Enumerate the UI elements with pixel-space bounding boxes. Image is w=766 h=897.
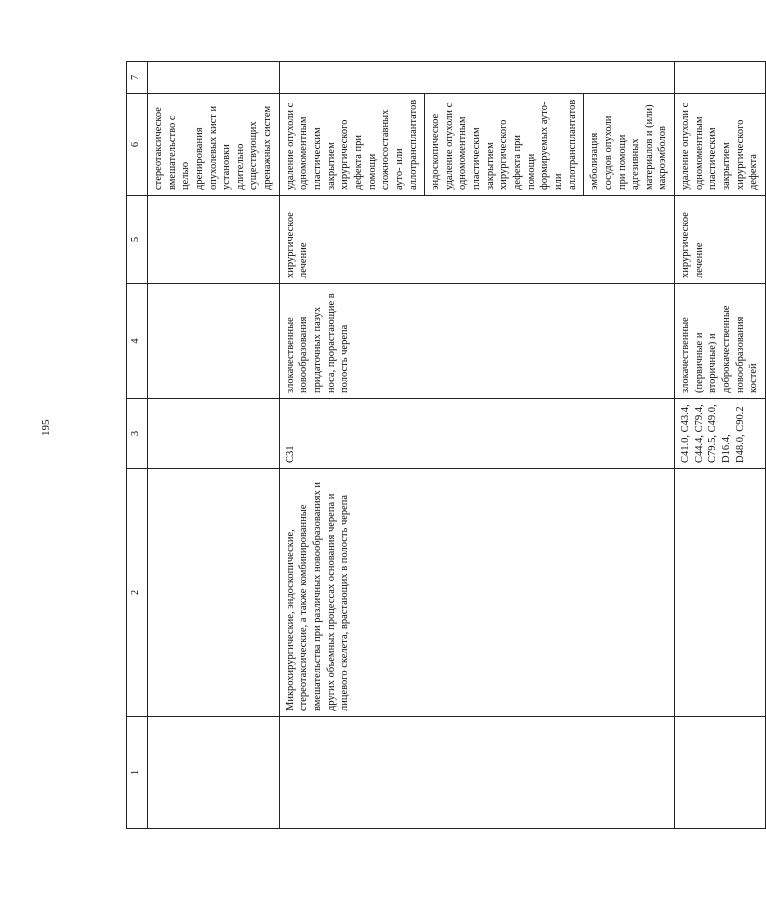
regulation-table [56, 0, 760, 897]
table-cell [148, 196, 280, 284]
table-cell [148, 469, 280, 717]
table-cell [279, 62, 674, 94]
diagnosis-cell: злокачественные (первичные и вторичные) и доброкачественные новообразования костей [675, 284, 766, 399]
table-cell [675, 717, 766, 829]
icd-code-cell: C41.0, C43.4, C44.4, C79.4, C79.5, C49.0, D16.4, D48.0, C90.2 [675, 399, 766, 469]
table-cell [148, 62, 280, 94]
column-number-row [127, 62, 148, 829]
page-number: 195 [40, 419, 52, 436]
table-cell [148, 399, 280, 469]
treatment-type-cell: хирургическое лечение [675, 196, 766, 284]
method-cell [279, 94, 674, 196]
method-entry: эндоскопическое удаление опухоли с одномоментным пластическим закрытием хирургического дефекта при помощи формируемых ауто- или аллотрансплантатов [425, 94, 584, 195]
column-number: 5 [127, 196, 148, 284]
care-type-cell: Микрохирургические, эндоскопические, стереотаксические, а также комбинированные вмешательства при различных новообразованиях и других объемных процессах основания черепа и лицевого скелета, врастающих в полость черепа [279, 469, 674, 717]
table-cell [675, 62, 766, 94]
treatment-type-cell: хирургическое лечение [279, 196, 674, 284]
table-row [675, 62, 766, 829]
table-row [279, 62, 674, 829]
method-entry: удаление опухоли с одномоментным пластическим закрытием хирургического дефекта при помощи сложносоставных ауто- или аллотрансплантатов [280, 94, 425, 195]
table-cell [148, 284, 280, 399]
table-cell [279, 717, 674, 829]
method-cell: стереотаксическое вмешательство с целью дренирования опухолевых кист и установки длительно существующих дренажных систем [148, 94, 280, 196]
diagnosis-cell: злокачественные новообразования придаточных пазух носа, прорастающие в полость черепа [279, 284, 674, 399]
table-row [148, 62, 280, 829]
column-number: 6 [127, 94, 148, 196]
method-cell: удаление опухоли с одномоментным пластическим закрытием хирургического дефекта [675, 94, 766, 196]
method-entry: эмболизация сосудов опухоли при помощи адгезивных материалов и (или) макроэмболов [589, 104, 669, 190]
column-number: 1 [127, 717, 148, 829]
column-number: 4 [127, 284, 148, 399]
column-number: 3 [127, 399, 148, 469]
column-number: 7 [127, 62, 148, 94]
column-number: 2 [127, 469, 148, 717]
table-cell [148, 717, 280, 829]
table-cell [675, 469, 766, 717]
icd-code-cell: C31 [279, 399, 674, 469]
